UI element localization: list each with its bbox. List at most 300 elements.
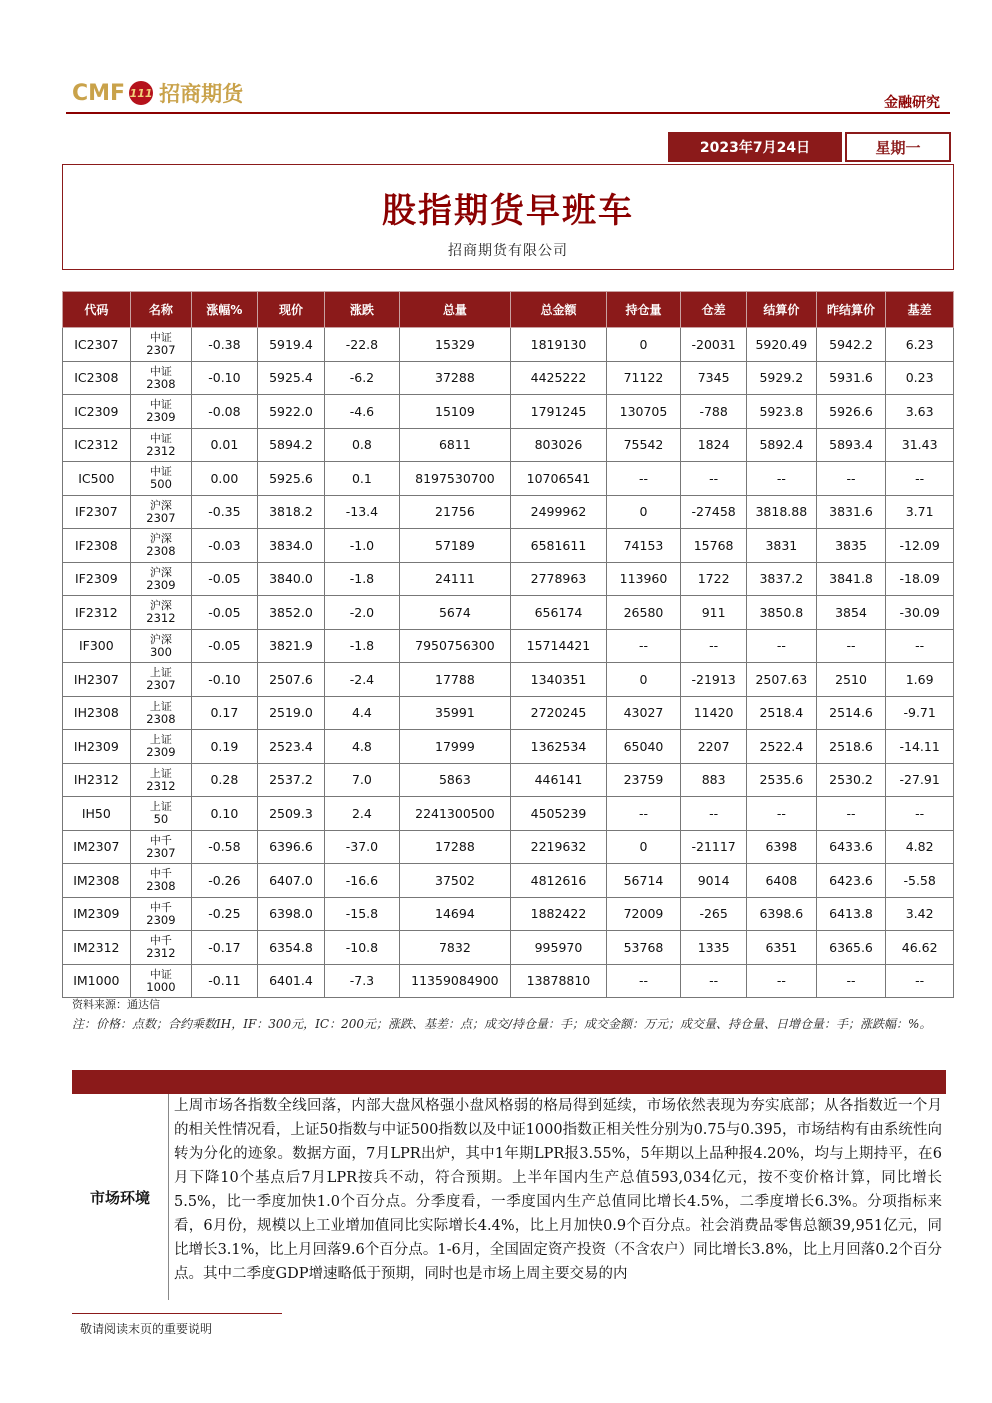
cell-name (130, 562, 191, 596)
title-box (62, 164, 954, 270)
cell-pct: -0.05 (192, 629, 257, 663)
cell-basis: -27.91 (886, 763, 954, 797)
cell-prev-settle: 2518.6 (816, 730, 886, 764)
cell-vol: 11359084900 (399, 964, 511, 998)
table-row (63, 763, 954, 797)
cell-vol: 6811 (399, 428, 511, 462)
col-header: 基差 (886, 292, 954, 328)
cell-prev-settle: 2530.2 (816, 763, 886, 797)
cell-prev-settle: 2514.6 (816, 696, 886, 730)
cell-code: IC2309 (63, 395, 131, 429)
cell-code: IF2307 (63, 495, 131, 529)
cell-name (130, 328, 191, 362)
cell-oi: 26580 (606, 596, 681, 630)
cell-pct: -0.05 (192, 596, 257, 630)
company-logo (72, 78, 243, 108)
cell-prev-settle: 5942.2 (816, 328, 886, 362)
cell-settle: 3837.2 (746, 562, 816, 596)
cell-vol: 37502 (399, 864, 511, 898)
cell-name (130, 495, 191, 529)
cell-pct: -0.08 (192, 395, 257, 429)
cell-settle: -- (746, 629, 816, 663)
cell-code: IC500 (63, 462, 131, 496)
cell-name-line1: 中证 (149, 331, 172, 345)
cell-basis: -- (886, 797, 954, 831)
table-row (63, 964, 954, 998)
cell-price: 5919.4 (257, 328, 325, 362)
cell-pct: -0.11 (192, 964, 257, 998)
cell-basis: 4.82 (886, 830, 954, 864)
cell-amt: 1362534 (511, 730, 606, 764)
cell-name (130, 931, 191, 965)
cell-amt: 6581611 (511, 529, 606, 563)
table-header-row (63, 292, 954, 328)
cell-price: 6407.0 (257, 864, 325, 898)
futures-quote-table (62, 291, 954, 998)
cell-settle: 3818.88 (746, 495, 816, 529)
cell-name-line1: 上证 (149, 733, 172, 747)
cell-settle: 6408 (746, 864, 816, 898)
cell-pct: -0.58 (192, 830, 257, 864)
cell-prev-settle: 5893.4 (816, 428, 886, 462)
report-company: 招商期货有限公司 (448, 243, 568, 259)
cell-amt: 4505239 (511, 797, 606, 831)
cell-price: 3840.0 (257, 562, 325, 596)
cell-basis: -5.58 (886, 864, 954, 898)
cell-vol: 5674 (399, 596, 511, 630)
cell-prev-settle: 6365.6 (816, 931, 886, 965)
cell-code: IH2312 (63, 763, 131, 797)
cell-name-line1: 中千 (149, 900, 172, 914)
cell-chg: -16.6 (325, 864, 399, 898)
cell-settle: 3831 (746, 529, 816, 563)
cell-pct: 0.28 (192, 763, 257, 797)
data-source: 资料来源：通达信 (72, 998, 160, 1011)
cell-name-line2: 2307 (146, 845, 176, 860)
cell-prev-settle: 2510 (816, 663, 886, 697)
cell-price: 2507.6 (257, 663, 325, 697)
cell-name-line1: 中证 (149, 431, 172, 445)
cell-name-line2: 2308 (146, 544, 176, 559)
cell-oi-chg: 15768 (681, 529, 747, 563)
cell-amt: 2720245 (511, 696, 606, 730)
cell-name-line2: 500 (149, 477, 172, 492)
table-row (63, 830, 954, 864)
cell-name (130, 730, 191, 764)
cell-pct: -0.26 (192, 864, 257, 898)
cell-settle: 2507.63 (746, 663, 816, 697)
cell-chg: -4.6 (325, 395, 399, 429)
table-row (63, 529, 954, 563)
cell-prev-settle: 5931.6 (816, 361, 886, 395)
cell-vol: 7832 (399, 931, 511, 965)
cell-prev-settle: 3831.6 (816, 495, 886, 529)
table-note: 注：价格：点数；合约乘数IH，IF：300元，IC：200元；涨跌、基差：点；成交/持仓量：手；成交金额：万元；成交量、持仓量、日增仓量：手；涨跌幅：%。 (72, 1017, 932, 1031)
cell-name (130, 696, 191, 730)
col-header: 名称 (130, 292, 191, 328)
cell-basis: 3.71 (886, 495, 954, 529)
cell-oi: -- (606, 797, 681, 831)
cell-vol: 8197530700 (399, 462, 511, 496)
cell-amt: 10706541 (511, 462, 606, 496)
cell-name (130, 864, 191, 898)
report-weekday: 星期一 (845, 132, 951, 162)
cell-name-line2: 300 (149, 644, 172, 659)
cell-oi: 72009 (606, 897, 681, 931)
cell-oi-chg: 11420 (681, 696, 747, 730)
cell-name-line2: 2308 (146, 376, 176, 391)
cell-code: IF2309 (63, 562, 131, 596)
cell-pct: -0.38 (192, 328, 257, 362)
cell-chg: -7.3 (325, 964, 399, 998)
cell-code: IH2307 (63, 663, 131, 697)
cell-price: 3852.0 (257, 596, 325, 630)
header-divider (66, 112, 950, 114)
cell-chg: 4.4 (325, 696, 399, 730)
cell-pct: -0.10 (192, 663, 257, 697)
cell-prev-settle: 6413.8 (816, 897, 886, 931)
cell-code: IH2308 (63, 696, 131, 730)
cell-price: 2537.2 (257, 763, 325, 797)
cell-name (130, 830, 191, 864)
cell-prev-settle: 3854 (816, 596, 886, 630)
cell-basis: -30.09 (886, 596, 954, 630)
cell-prev-settle: 3835 (816, 529, 886, 563)
cell-basis: 3.42 (886, 897, 954, 931)
cell-name (130, 964, 191, 998)
cell-amt: 4425222 (511, 361, 606, 395)
section-bar (72, 1070, 946, 1094)
cell-vol: 15329 (399, 328, 511, 362)
cell-name-line1: 中千 (149, 934, 172, 948)
cell-pct: 0.19 (192, 730, 257, 764)
cell-vol: 2241300500 (399, 797, 511, 831)
table-row (63, 495, 954, 529)
cell-name-line1: 上证 (149, 800, 172, 814)
cell-price: 5925.6 (257, 462, 325, 496)
cell-prev-settle: 6423.6 (816, 864, 886, 898)
cell-basis: -- (886, 629, 954, 663)
cell-name (130, 462, 191, 496)
cell-name-line2: 2312 (146, 443, 176, 458)
cell-code: IM1000 (63, 964, 131, 998)
col-header: 总金额 (511, 292, 606, 328)
cell-name-line1: 中千 (149, 833, 172, 847)
cell-vol: 21756 (399, 495, 511, 529)
cell-chg: 7.0 (325, 763, 399, 797)
cell-name-line2: 2309 (146, 745, 176, 760)
cell-vol: 17288 (399, 830, 511, 864)
cell-oi: -- (606, 629, 681, 663)
cell-name-line1: 沪深 (149, 532, 172, 546)
cell-price: 3821.9 (257, 629, 325, 663)
table-row (63, 797, 954, 831)
cell-price: 5925.4 (257, 361, 325, 395)
cell-settle: 2518.4 (746, 696, 816, 730)
cell-name-line2: 2308 (146, 879, 176, 894)
cell-name-line2: 2312 (146, 778, 176, 793)
cell-oi-chg: -- (681, 964, 747, 998)
cell-name (130, 663, 191, 697)
cell-oi: 23759 (606, 763, 681, 797)
cell-chg: -1.8 (325, 629, 399, 663)
table-row (63, 931, 954, 965)
cell-oi: 56714 (606, 864, 681, 898)
cell-chg: -1.0 (325, 529, 399, 563)
cell-oi: -- (606, 462, 681, 496)
cell-oi-chg: -- (681, 629, 747, 663)
cell-amt: 2778963 (511, 562, 606, 596)
cell-settle: 6398 (746, 830, 816, 864)
cell-name-line2: 2308 (146, 711, 176, 726)
cell-pct: 0.17 (192, 696, 257, 730)
cell-price: 3818.2 (257, 495, 325, 529)
cell-amt: 1882422 (511, 897, 606, 931)
cell-oi: 43027 (606, 696, 681, 730)
cell-name-line1: 沪深 (149, 498, 172, 512)
cell-oi-chg: 1722 (681, 562, 747, 596)
cell-name-line2: 2309 (146, 577, 176, 592)
cell-chg: -10.8 (325, 931, 399, 965)
table-row (63, 361, 954, 395)
cell-chg: 4.8 (325, 730, 399, 764)
cell-oi-chg: 1824 (681, 428, 747, 462)
cell-prev-settle: 6433.6 (816, 830, 886, 864)
footer-divider (72, 1313, 282, 1314)
cell-prev-settle: 5926.6 (816, 395, 886, 429)
cell-basis: -- (886, 964, 954, 998)
cell-code: IM2308 (63, 864, 131, 898)
cell-name-line1: 沪深 (149, 632, 172, 646)
cell-oi: 130705 (606, 395, 681, 429)
cell-basis: 3.63 (886, 395, 954, 429)
market-divider (168, 1094, 169, 1300)
cell-settle: 6351 (746, 931, 816, 965)
cell-chg: -15.8 (325, 897, 399, 931)
cell-price: 2519.0 (257, 696, 325, 730)
cell-basis: -- (886, 462, 954, 496)
cell-vol: 17999 (399, 730, 511, 764)
cell-oi: 71122 (606, 361, 681, 395)
cell-code: IF2312 (63, 596, 131, 630)
cell-prev-settle: 3841.8 (816, 562, 886, 596)
cell-vol: 5863 (399, 763, 511, 797)
cell-price: 5922.0 (257, 395, 325, 429)
cell-oi-chg: 1335 (681, 931, 747, 965)
cell-oi-chg: -265 (681, 897, 747, 931)
cell-vol: 24111 (399, 562, 511, 596)
cell-vol: 57189 (399, 529, 511, 563)
table-row (63, 629, 954, 663)
cell-name (130, 428, 191, 462)
cell-oi-chg: 911 (681, 596, 747, 630)
cell-name-line2: 2307 (146, 343, 176, 358)
table-row (63, 897, 954, 931)
cell-settle: 2522.4 (746, 730, 816, 764)
cell-name-line2: 2307 (146, 678, 176, 693)
cell-name-line1: 上证 (149, 699, 172, 713)
cell-code: IC2308 (63, 361, 131, 395)
cell-settle: -- (746, 797, 816, 831)
cell-oi-chg: -20031 (681, 328, 747, 362)
cell-chg: 2.4 (325, 797, 399, 831)
cell-prev-settle: -- (816, 797, 886, 831)
cell-oi: 75542 (606, 428, 681, 462)
cell-oi-chg: -27458 (681, 495, 747, 529)
cell-chg: -22.8 (325, 328, 399, 362)
cell-prev-settle: -- (816, 964, 886, 998)
cell-oi: 65040 (606, 730, 681, 764)
cell-name (130, 797, 191, 831)
cell-amt: 446141 (511, 763, 606, 797)
cell-name-line2: 2312 (146, 611, 176, 626)
cell-name-line1: 中证 (149, 465, 172, 479)
cell-price: 2509.3 (257, 797, 325, 831)
cell-chg: 0.1 (325, 462, 399, 496)
table-row (63, 596, 954, 630)
cell-oi: 0 (606, 328, 681, 362)
market-env-label: 市场环境 (89, 1188, 150, 1207)
cell-pct: -0.10 (192, 361, 257, 395)
cell-basis: -9.71 (886, 696, 954, 730)
cell-oi-chg: -21117 (681, 830, 747, 864)
cell-name-line2: 2309 (146, 912, 176, 927)
cell-name (130, 763, 191, 797)
cell-basis: 31.43 (886, 428, 954, 462)
col-header: 昨结算价 (816, 292, 886, 328)
cell-oi-chg: 883 (681, 763, 747, 797)
col-header: 结算价 (746, 292, 816, 328)
cell-name-line1: 上证 (149, 766, 172, 780)
cell-name-line1: 中证 (149, 967, 172, 981)
cell-amt: 1819130 (511, 328, 606, 362)
report-title: 股指期货早班车 (382, 191, 634, 231)
cell-prev-settle: -- (816, 629, 886, 663)
cell-code: IF2308 (63, 529, 131, 563)
table-row (63, 428, 954, 462)
cell-amt: 4812616 (511, 864, 606, 898)
cell-name-line1: 中证 (149, 398, 172, 412)
cell-vol: 17788 (399, 663, 511, 697)
cell-name-line2: 1000 (146, 979, 176, 994)
cell-settle: 2535.6 (746, 763, 816, 797)
cell-code: IM2312 (63, 931, 131, 965)
cell-pct: -0.03 (192, 529, 257, 563)
cell-code: IM2307 (63, 830, 131, 864)
cell-price: 6398.0 (257, 897, 325, 931)
cell-pct: -0.05 (192, 562, 257, 596)
col-header: 现价 (257, 292, 325, 328)
cell-vol: 15109 (399, 395, 511, 429)
cell-amt: 13878810 (511, 964, 606, 998)
cell-basis: -14.11 (886, 730, 954, 764)
cell-name (130, 395, 191, 429)
cell-basis: -18.09 (886, 562, 954, 596)
cell-basis: 0.23 (886, 361, 954, 395)
cell-name-line1: 上证 (149, 666, 172, 680)
cell-prev-settle: -- (816, 462, 886, 496)
cell-name-line1: 中证 (149, 364, 172, 378)
cell-price: 5894.2 (257, 428, 325, 462)
cell-code: IH50 (63, 797, 131, 831)
table-row (63, 663, 954, 697)
cell-settle: 5920.49 (746, 328, 816, 362)
department-label: 金融研究 (884, 95, 940, 111)
cell-amt: 995970 (511, 931, 606, 965)
cell-oi: 74153 (606, 529, 681, 563)
cell-vol: 7950756300 (399, 629, 511, 663)
table-row (63, 562, 954, 596)
logo-company-text: 招商期货 (159, 82, 244, 106)
cell-oi: 0 (606, 830, 681, 864)
cell-amt: 656174 (511, 596, 606, 630)
cell-name-line2: 2312 (146, 946, 176, 961)
col-header: 总量 (399, 292, 511, 328)
cell-name-line1: 中千 (149, 867, 172, 881)
table-row (63, 462, 954, 496)
cell-vol: 37288 (399, 361, 511, 395)
cell-price: 6354.8 (257, 931, 325, 965)
cell-code: IC2307 (63, 328, 131, 362)
cell-name-line1: 沪深 (149, 599, 172, 613)
cell-name-line2: 2309 (146, 410, 176, 425)
cell-oi: 0 (606, 495, 681, 529)
cell-pct: 0.01 (192, 428, 257, 462)
cell-amt: 1791245 (511, 395, 606, 429)
footer-disclaimer: 敬请阅读末页的重要说明 (80, 1322, 213, 1336)
cell-amt: 2219632 (511, 830, 606, 864)
market-env-text: 上周市场各指数全线回落，内部大盘风格强小盘风格弱的格局得到延续，市场依然表现为夯实底部；从各指数近一个月的相关性情况看，上证50指数与中证500指数以及中证1000指数正相关性分别为0.75与0.395，市场结构有由系统性向转为分化的迹象。数据方面，7月LPR出炉，其中1年期LPR报3.55%，5年期以上品种报4.20%，均与上期持平，在6月下降10个基点后7月LPR按兵不动，符合预期。上半年国内生产总值593,034亿元，按不变价格计算，同比增长5.5%，比一季度加快1.0个百分点。分季度看，一季度国内生产总值同比增长4.5%，二季度增长6.3%。分项指标来看，6月份，规模以上工业增加值同比实际增长4.4%，比上月加快0.9个百分点。社会消费品零售总额39,951亿元，同比增长3.1%，比上月回落9.6个百分点。1-6月，全国固定资产投资（不含农户）同比增长3.8%，比上月回落0.2个百分点。其中二季度GDP增速略低于预期，同时也是市场上周主要交易的内 (174, 1098, 942, 1282)
cell-basis: -12.09 (886, 529, 954, 563)
cell-chg: -37.0 (325, 830, 399, 864)
cell-code: IM2309 (63, 897, 131, 931)
col-header: 仓差 (681, 292, 747, 328)
table-row (63, 395, 954, 429)
cell-vol: 14694 (399, 897, 511, 931)
cell-price: 2523.4 (257, 730, 325, 764)
cell-settle: 6398.6 (746, 897, 816, 931)
cell-basis: 6.23 (886, 328, 954, 362)
cell-settle: 5929.2 (746, 361, 816, 395)
logo-cmf-text: CMF (72, 80, 126, 106)
col-header: 涨幅% (192, 292, 257, 328)
cell-basis: 46.62 (886, 931, 954, 965)
cell-settle: 5892.4 (746, 428, 816, 462)
col-header: 持仓量 (606, 292, 681, 328)
cell-amt: 803026 (511, 428, 606, 462)
cell-name (130, 361, 191, 395)
cell-price: 3834.0 (257, 529, 325, 563)
cell-code: IF300 (63, 629, 131, 663)
cell-price: 6401.4 (257, 964, 325, 998)
cell-pct: 0.00 (192, 462, 257, 496)
cell-chg: -13.4 (325, 495, 399, 529)
cell-oi: 0 (606, 663, 681, 697)
cell-name-line2: 2307 (146, 510, 176, 525)
cell-settle: -- (746, 462, 816, 496)
col-header: 涨跌 (325, 292, 399, 328)
cell-chg: -2.4 (325, 663, 399, 697)
cell-settle: -- (746, 964, 816, 998)
cell-name (130, 529, 191, 563)
cell-code: IC2312 (63, 428, 131, 462)
cell-oi-chg: -788 (681, 395, 747, 429)
cell-oi-chg: 7345 (681, 361, 747, 395)
cell-oi-chg: -21913 (681, 663, 747, 697)
cell-amt: 15714421 (511, 629, 606, 663)
cell-name (130, 629, 191, 663)
cell-oi-chg: 2207 (681, 730, 747, 764)
